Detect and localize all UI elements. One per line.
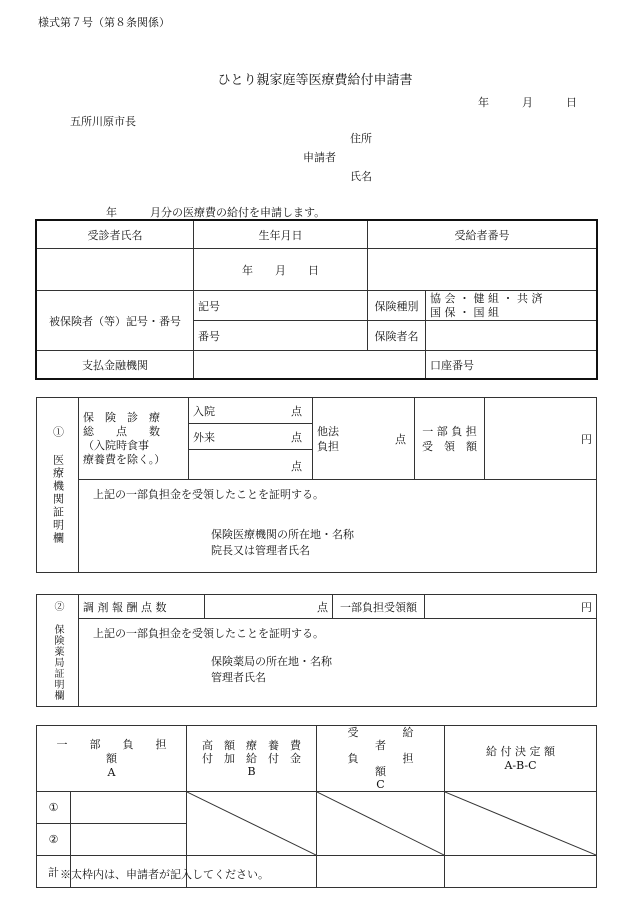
pharmacy-side-label: ② 保険薬局証明欄: [37, 595, 79, 707]
summary-row-1-amount[interactable]: [71, 792, 187, 824]
total-points-field[interactable]: [189, 450, 313, 480]
total-point-unit: 点: [291, 460, 302, 473]
medical-side-label: ① 医療機関証明欄: [37, 398, 79, 573]
benefit-diagonal-cell: [445, 792, 597, 856]
insurer-name-field[interactable]: [426, 321, 597, 351]
symbol-field[interactable]: [194, 291, 368, 321]
summary-total-burden[interactable]: [317, 856, 445, 888]
birth-date-header: 生年月日: [194, 221, 368, 249]
insurance-options-line-1: 協 会 ・ 健 組 ・ 共 済: [430, 291, 543, 305]
inpatient-label: 入院: [193, 404, 215, 418]
recipient-number-field[interactable]: [368, 249, 597, 291]
account-field[interactable]: [426, 351, 597, 379]
inpatient-points-field[interactable]: [189, 398, 313, 424]
high-cost-diagonal-cell: [187, 792, 317, 856]
outpatient-point-unit: 点: [291, 430, 302, 444]
name-label: 氏名: [350, 170, 372, 183]
outpatient-points-field[interactable]: [189, 424, 313, 450]
application-date[interactable]: 年 月 日: [478, 96, 577, 109]
address-label: 住所: [350, 132, 372, 145]
symbol-label: 記号: [198, 299, 220, 313]
account-label: 口座番号: [430, 358, 474, 372]
pharmacy-certification-table: [36, 594, 597, 707]
recipient-label: 五所川原市長: [70, 115, 136, 128]
form-title: ひとり親家庭等医療費給付申請書: [217, 73, 413, 88]
bank-label: 支払金融機関: [37, 351, 194, 379]
other-law-point-unit: 点: [395, 433, 406, 446]
summary-total-benefit[interactable]: [445, 856, 597, 888]
medical-location-label: 保険医療機関の所在地・名称: [211, 528, 354, 541]
number-label: 番号: [198, 329, 220, 343]
pharmacy-partial-field[interactable]: 円: [425, 595, 597, 619]
medical-director-label: 院長又は管理者氏名: [211, 544, 310, 557]
inpatient-point-unit: 点: [291, 404, 302, 418]
request-text: 年 月分の医療費の給付を申請します。: [106, 206, 326, 219]
benefit-amount-header: 給 付 決 定 額 A-B-C: [445, 726, 597, 792]
recipient-burden-diagonal-cell: [317, 792, 445, 856]
medical-certify-area[interactable]: [79, 480, 597, 573]
summary-table: [36, 725, 597, 888]
birth-date-field[interactable]: 年 月 日: [194, 249, 368, 291]
pharmacy-certify-text: 上記の一部負担金を受領したことを証明する。: [93, 627, 324, 640]
summary-row-2-label: ②: [37, 824, 71, 856]
partial-payment-label: 一 部 負 担 受 領 額: [415, 398, 485, 480]
bank-field[interactable]: [194, 351, 426, 379]
insurance-type-options[interactable]: [426, 291, 597, 321]
medical-certify-text: 上記の一部負担金を受領したことを証明する。: [93, 488, 324, 501]
summary-total-label: 計: [37, 856, 71, 888]
dispensing-points-label: 調 剤 報 酬 点 数: [79, 595, 205, 619]
summary-row-2-amount[interactable]: [71, 824, 187, 856]
recipient-number-header: 受給者番号: [368, 221, 597, 249]
number-field[interactable]: [194, 321, 368, 351]
insurer-name-label: 保険者名: [368, 321, 426, 351]
applicant-table: [36, 220, 597, 379]
footnote: ※太枠内は、申請者が記入してください。: [60, 868, 269, 881]
high-cost-header: 高 額 療 養 費 付 加 給 付 金 B: [187, 726, 317, 792]
insurance-type-label: 保険種別: [368, 291, 426, 321]
patient-name-header: 受診者氏名: [37, 221, 194, 249]
partial-amount-header: 一 部 負 担 額 A: [37, 726, 187, 792]
form-number: 様式第７号（第８条関係）: [38, 16, 170, 29]
pharmacy-location-label: 保険薬局の所在地・名称: [211, 655, 332, 668]
recipient-burden-header: 受 給 者 負 担 額 C: [317, 726, 445, 792]
medical-points-label: 保 険 診 療 総 点 数 （入院時食事 療養費を除く。）: [79, 398, 189, 480]
summary-row-1-label: ①: [37, 792, 71, 824]
partial-payment-field[interactable]: 円: [485, 398, 597, 480]
applicant-label: 申請者: [303, 151, 336, 164]
pharmacy-certify-area[interactable]: [79, 619, 597, 707]
other-law-field[interactable]: 他法 負担 点: [313, 398, 415, 480]
insured-label: 被保険者（等）記号・番号: [37, 291, 194, 351]
pharmacy-manager-label: 管理者氏名: [211, 671, 266, 684]
medical-certification-table: [36, 397, 597, 573]
patient-name-field[interactable]: [37, 249, 194, 291]
insurance-options-line-2: 国 保 ・ 国 組: [430, 305, 499, 319]
outpatient-label: 外来: [193, 430, 215, 444]
pharmacy-partial-label: 一部負担受領額: [333, 595, 425, 619]
dispensing-points-field[interactable]: 点: [205, 595, 333, 619]
